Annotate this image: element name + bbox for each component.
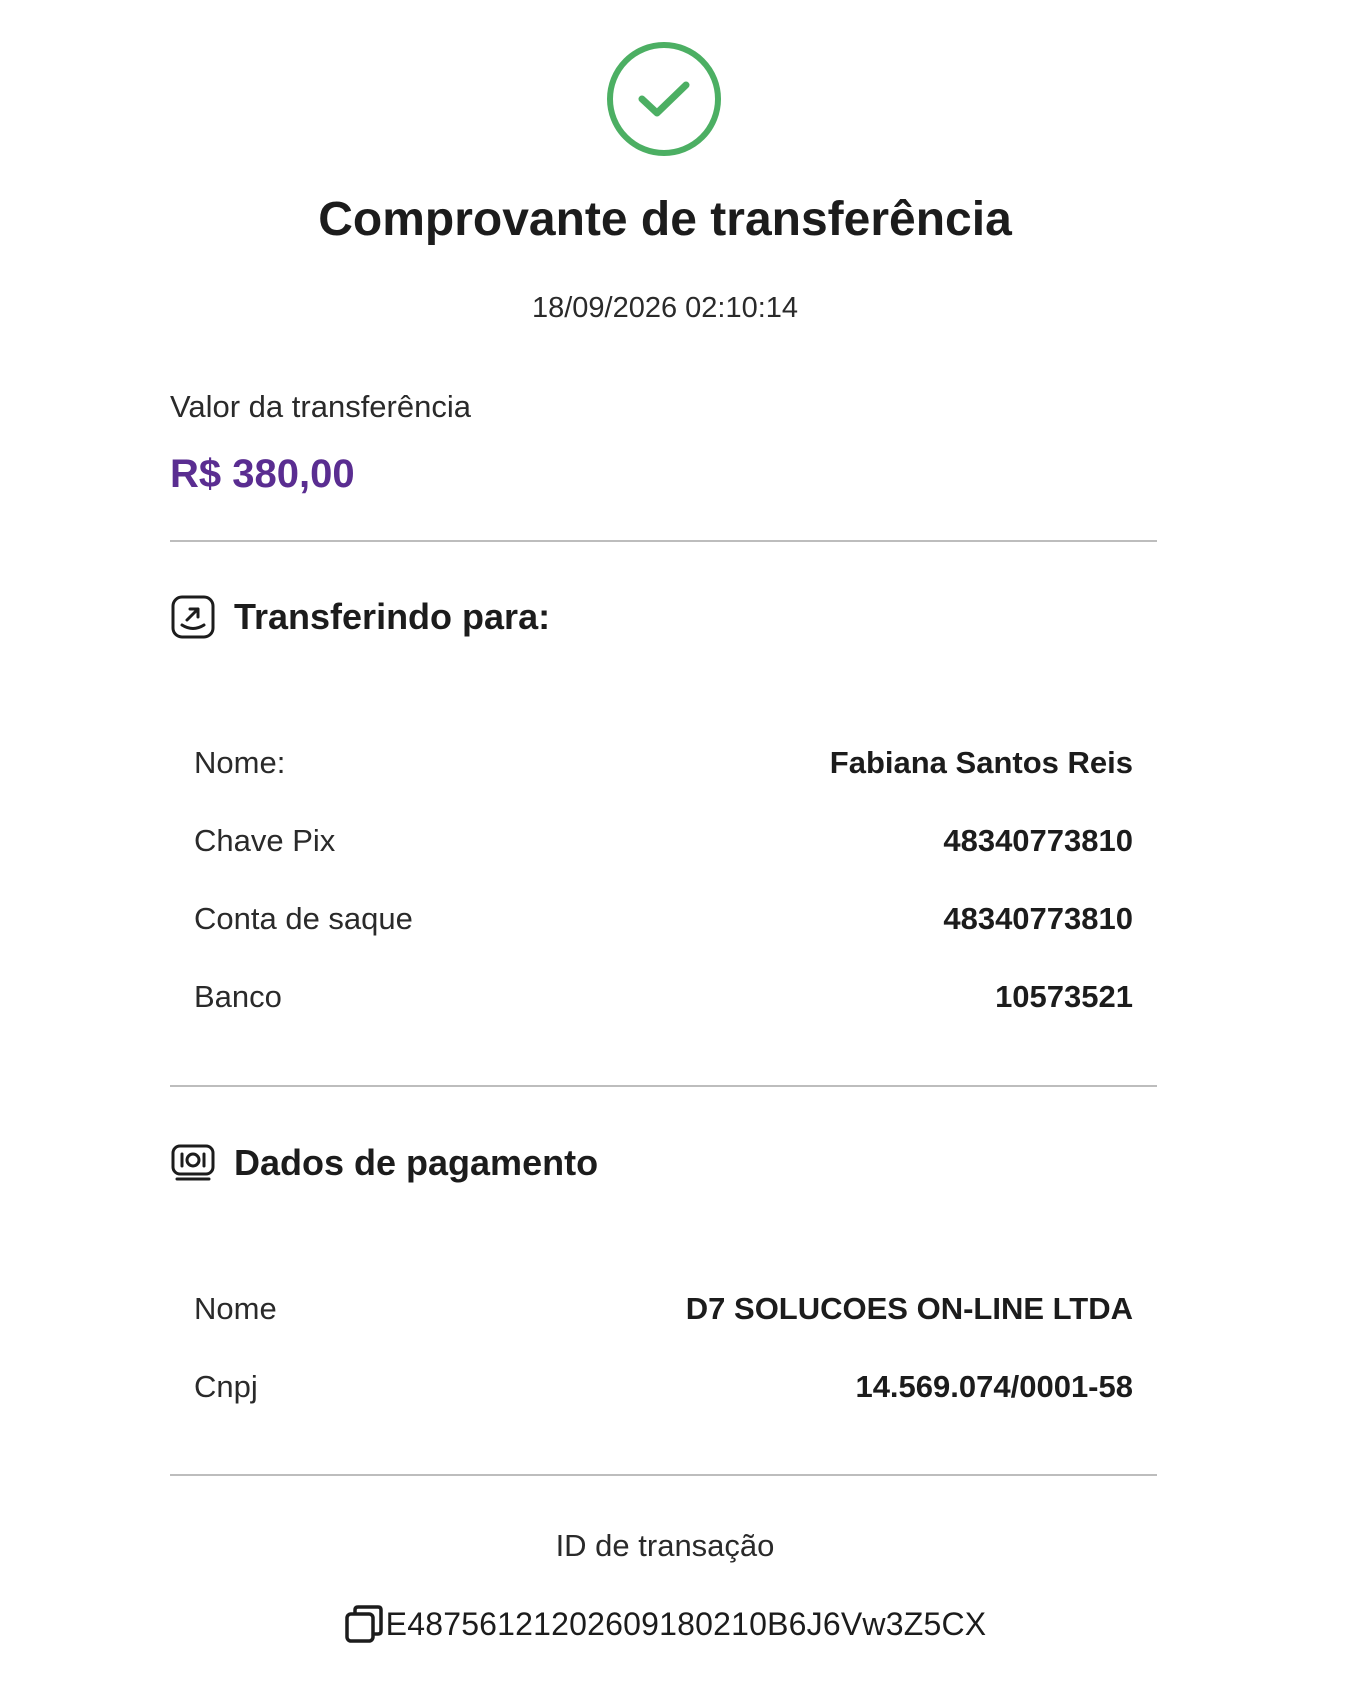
recipient-section-header: [170, 594, 550, 640]
row-value: 48340773810: [943, 823, 1133, 858]
transaction-id-label: ID de transação: [555, 1528, 775, 1563]
divider: [170, 1085, 1157, 1087]
recipient-row-bank: [194, 977, 1133, 1017]
money-bill-icon: [170, 1140, 216, 1186]
row-value: 10573521: [995, 979, 1133, 1014]
row-value: Fabiana Santos Reis: [829, 745, 1133, 780]
row-label: Nome:: [194, 745, 286, 780]
transaction-id-row: [0, 1604, 1330, 1644]
transfer-out-icon: [170, 594, 216, 640]
row-label: Nome: [194, 1291, 277, 1326]
copy-icon[interactable]: [344, 1604, 384, 1644]
recipient-row-account: [194, 899, 1133, 939]
row-value: D7 SOLUCOES ON-LINE LTDA: [685, 1291, 1133, 1326]
row-label: Chave Pix: [194, 823, 336, 858]
payment-section-header: [170, 1140, 598, 1186]
payment-row-name: [194, 1289, 1133, 1329]
transaction-id-value[interactable]: E48756121202609180210B6J6Vw3Z5CX: [385, 1605, 987, 1642]
amount-value: R$ 380,00: [170, 452, 355, 496]
row-label: Cnpj: [194, 1369, 258, 1404]
divider: [170, 1474, 1157, 1476]
recipient-section-title: Transferindo para:: [234, 596, 551, 637]
recipient-row-name: [194, 743, 1133, 783]
divider: [170, 540, 1157, 542]
row-value: 48340773810: [943, 901, 1133, 936]
payment-row-cnpj: [194, 1367, 1133, 1407]
recipient-row-pix-key: [194, 821, 1133, 861]
amount-label: Valor da transferência: [170, 389, 471, 424]
transfer-datetime: 18/09/2026 02:10:14: [531, 292, 799, 324]
payment-section-title: Dados de pagamento: [234, 1142, 599, 1183]
page-title: Comprovante de transferência: [318, 193, 1012, 246]
row-label: Banco: [194, 979, 282, 1014]
check-circle-icon: [607, 42, 721, 156]
row-label: Conta de saque: [194, 901, 413, 936]
row-value: 14.569.074/0001-58: [855, 1369, 1133, 1404]
